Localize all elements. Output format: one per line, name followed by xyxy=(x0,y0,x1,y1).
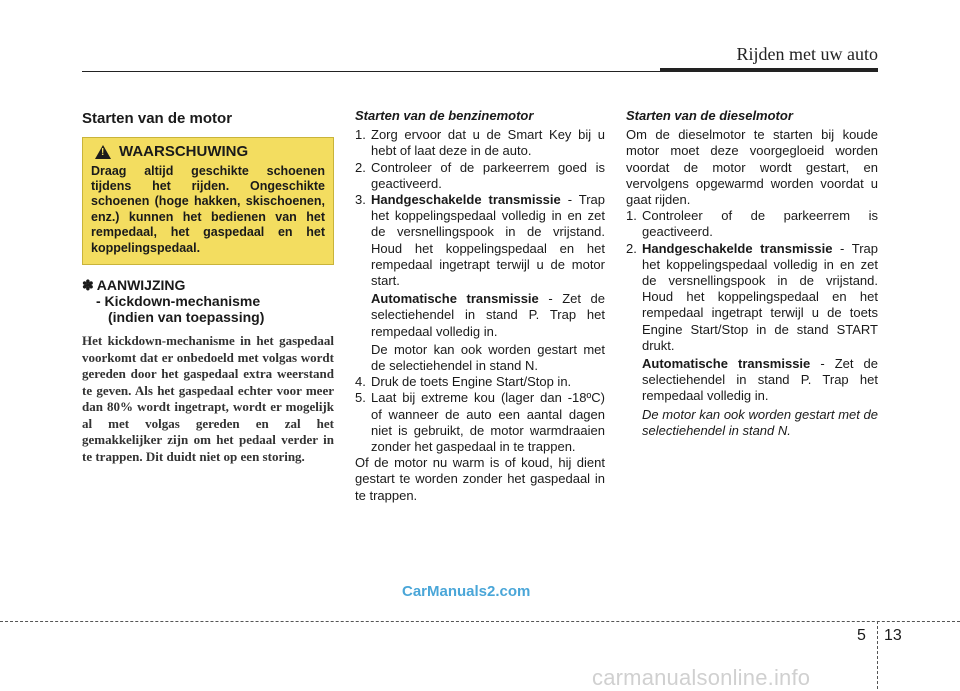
list-number: 5. xyxy=(355,390,366,406)
list-text xyxy=(642,241,878,354)
list-number: 2. xyxy=(355,159,366,175)
intro-paragraph: Om de dieselmotor te starten bij koude motor moet deze voorgegloeid worden voordat de motor wordt gestart, en vervolgens opgewarmd worden voordat u gaat rijden. xyxy=(626,127,878,208)
list-item xyxy=(355,390,605,455)
subsection-title: Starten van de benzinemotor xyxy=(355,108,534,123)
list-item xyxy=(355,374,605,390)
note-subtitle: - Kickdown-mechanisme xyxy=(96,293,261,310)
subsection-title: Starten van de dieselmotor xyxy=(626,108,793,123)
warning-header xyxy=(95,144,325,159)
auto-transmission-paragraph xyxy=(355,291,605,340)
manual-transmission-text: - Trap het koppelingspedaal volledig in en zet de versnellingspook in de vrijstand. Houd het koppelingspedaal en het rempedaal ingetrapt terwijl u de motor start. xyxy=(371,192,605,289)
list-item xyxy=(626,208,878,240)
neutral-start-note: De motor kan ook worden gestart met de selectiehendel in stand N. xyxy=(642,406,878,438)
header-title: Rijden met uw auto xyxy=(736,44,878,64)
list-text: Druk de toets Engine Start/Stop in. xyxy=(371,374,572,390)
list-text: Controleer of de parkeerrem goed is geactiveerd. xyxy=(371,159,605,191)
closing-paragraph: Of de motor nu warm is of koud, hij dient gestart te worden zonder het gaspedaal in te trappen. xyxy=(355,455,605,503)
list-text: Zorg ervoor dat u de Smart Key bij u hebt of laat deze in de auto. xyxy=(371,127,605,159)
list-text: Controleer of de parkeerrem is geactiveerd. xyxy=(642,208,878,240)
column-right xyxy=(626,108,878,439)
warning-heading: WAARSCHUWING xyxy=(119,143,249,161)
note-label: AANWIJZING xyxy=(96,277,186,294)
site-watermark: carmanualsonline.info xyxy=(592,665,811,690)
auto-transmission-text: - Zet de selectiehendel in stand P. Trap het rempedaal volledig in. xyxy=(642,356,878,404)
warning-triangle-icon: ! xyxy=(95,145,111,159)
list-text xyxy=(371,192,605,289)
section-title: Starten van de motor xyxy=(82,110,233,127)
auto-transmission-paragraph xyxy=(626,356,878,405)
list-item xyxy=(355,192,605,289)
manual-transmission-label: Handgeschakelde transmissie xyxy=(642,240,833,256)
neutral-start-note: De motor kan ook worden gestart met de selectiehendel in stand N. xyxy=(371,341,605,374)
manual-transmission-text: - Trap het koppelingspedaal volledig in en zet de versnellingspook in de vrijstand. Houd het koppelingspedaal en het rempedaal ingetrapt terwijl u de toets Engine Start/Stop in de stand START drukt. xyxy=(642,240,878,353)
warning-box xyxy=(82,137,334,265)
chapter-number: 5 xyxy=(857,627,866,644)
page-number: 13 xyxy=(884,627,902,644)
auto-transmission-text: - Zet de selectiehendel in stand P. Trap het rempedaal volledig in. xyxy=(371,291,605,339)
list-number: 3. xyxy=(355,192,366,208)
note-label-line xyxy=(82,277,334,293)
note-star-icon: ✽ xyxy=(82,277,94,294)
list-number: 1. xyxy=(626,208,637,224)
footer-divider xyxy=(0,621,960,622)
watermark-logo[interactable]: CarManuals2.com xyxy=(402,583,531,600)
warning-text: Draag altijd geschikte schoenen tijdens het rijden. Ongeschikte schoenen (hoge hakken, skischoenen, enz.) kunnen het bedienen van het rempedaal, het gaspedaal en het koppelingspedaal. xyxy=(91,163,325,255)
header-rule-thick xyxy=(660,68,878,72)
manual-transmission-label: Handgeschakelde transmissie xyxy=(371,192,561,208)
auto-transmission-label: Automatische transmissie xyxy=(371,291,539,307)
auto-transmission-label: Automatische transmissie xyxy=(642,356,811,372)
list-number: 1. xyxy=(355,127,366,143)
note-subtitle-2: (indien van toepassing) xyxy=(108,309,265,326)
list-item xyxy=(355,160,605,192)
column-left xyxy=(82,108,334,465)
note-text: Het kickdown-mechanisme in het gaspedaal voorkomt dat er onbedoeld met volgas wordt gereden door het gaspedaal extra weerstand te geven. Als het gaspedaal echter voor meer dan 80% wordt ingetrapt, wordt er mogelijk al met volgas gereden en zal het gemakkelijker zijn om het pedaal verder in te trappen. Dit duidt niet op een storing. xyxy=(82,333,334,464)
note-block xyxy=(82,277,334,325)
list-item xyxy=(626,241,878,354)
list-number: 4. xyxy=(355,374,366,390)
list-text: Laat bij extreme kou (lager dan -18ºC) of wanneer de auto een aantal dagen niet is gebruikt, de motor warmdraaien zonder het gaspedaal in te trappen. xyxy=(371,390,605,455)
list-item xyxy=(355,127,605,159)
column-middle xyxy=(355,108,605,504)
list-number: 2. xyxy=(626,240,637,256)
header-rule xyxy=(82,71,662,72)
footer-divider-vertical xyxy=(877,621,878,689)
